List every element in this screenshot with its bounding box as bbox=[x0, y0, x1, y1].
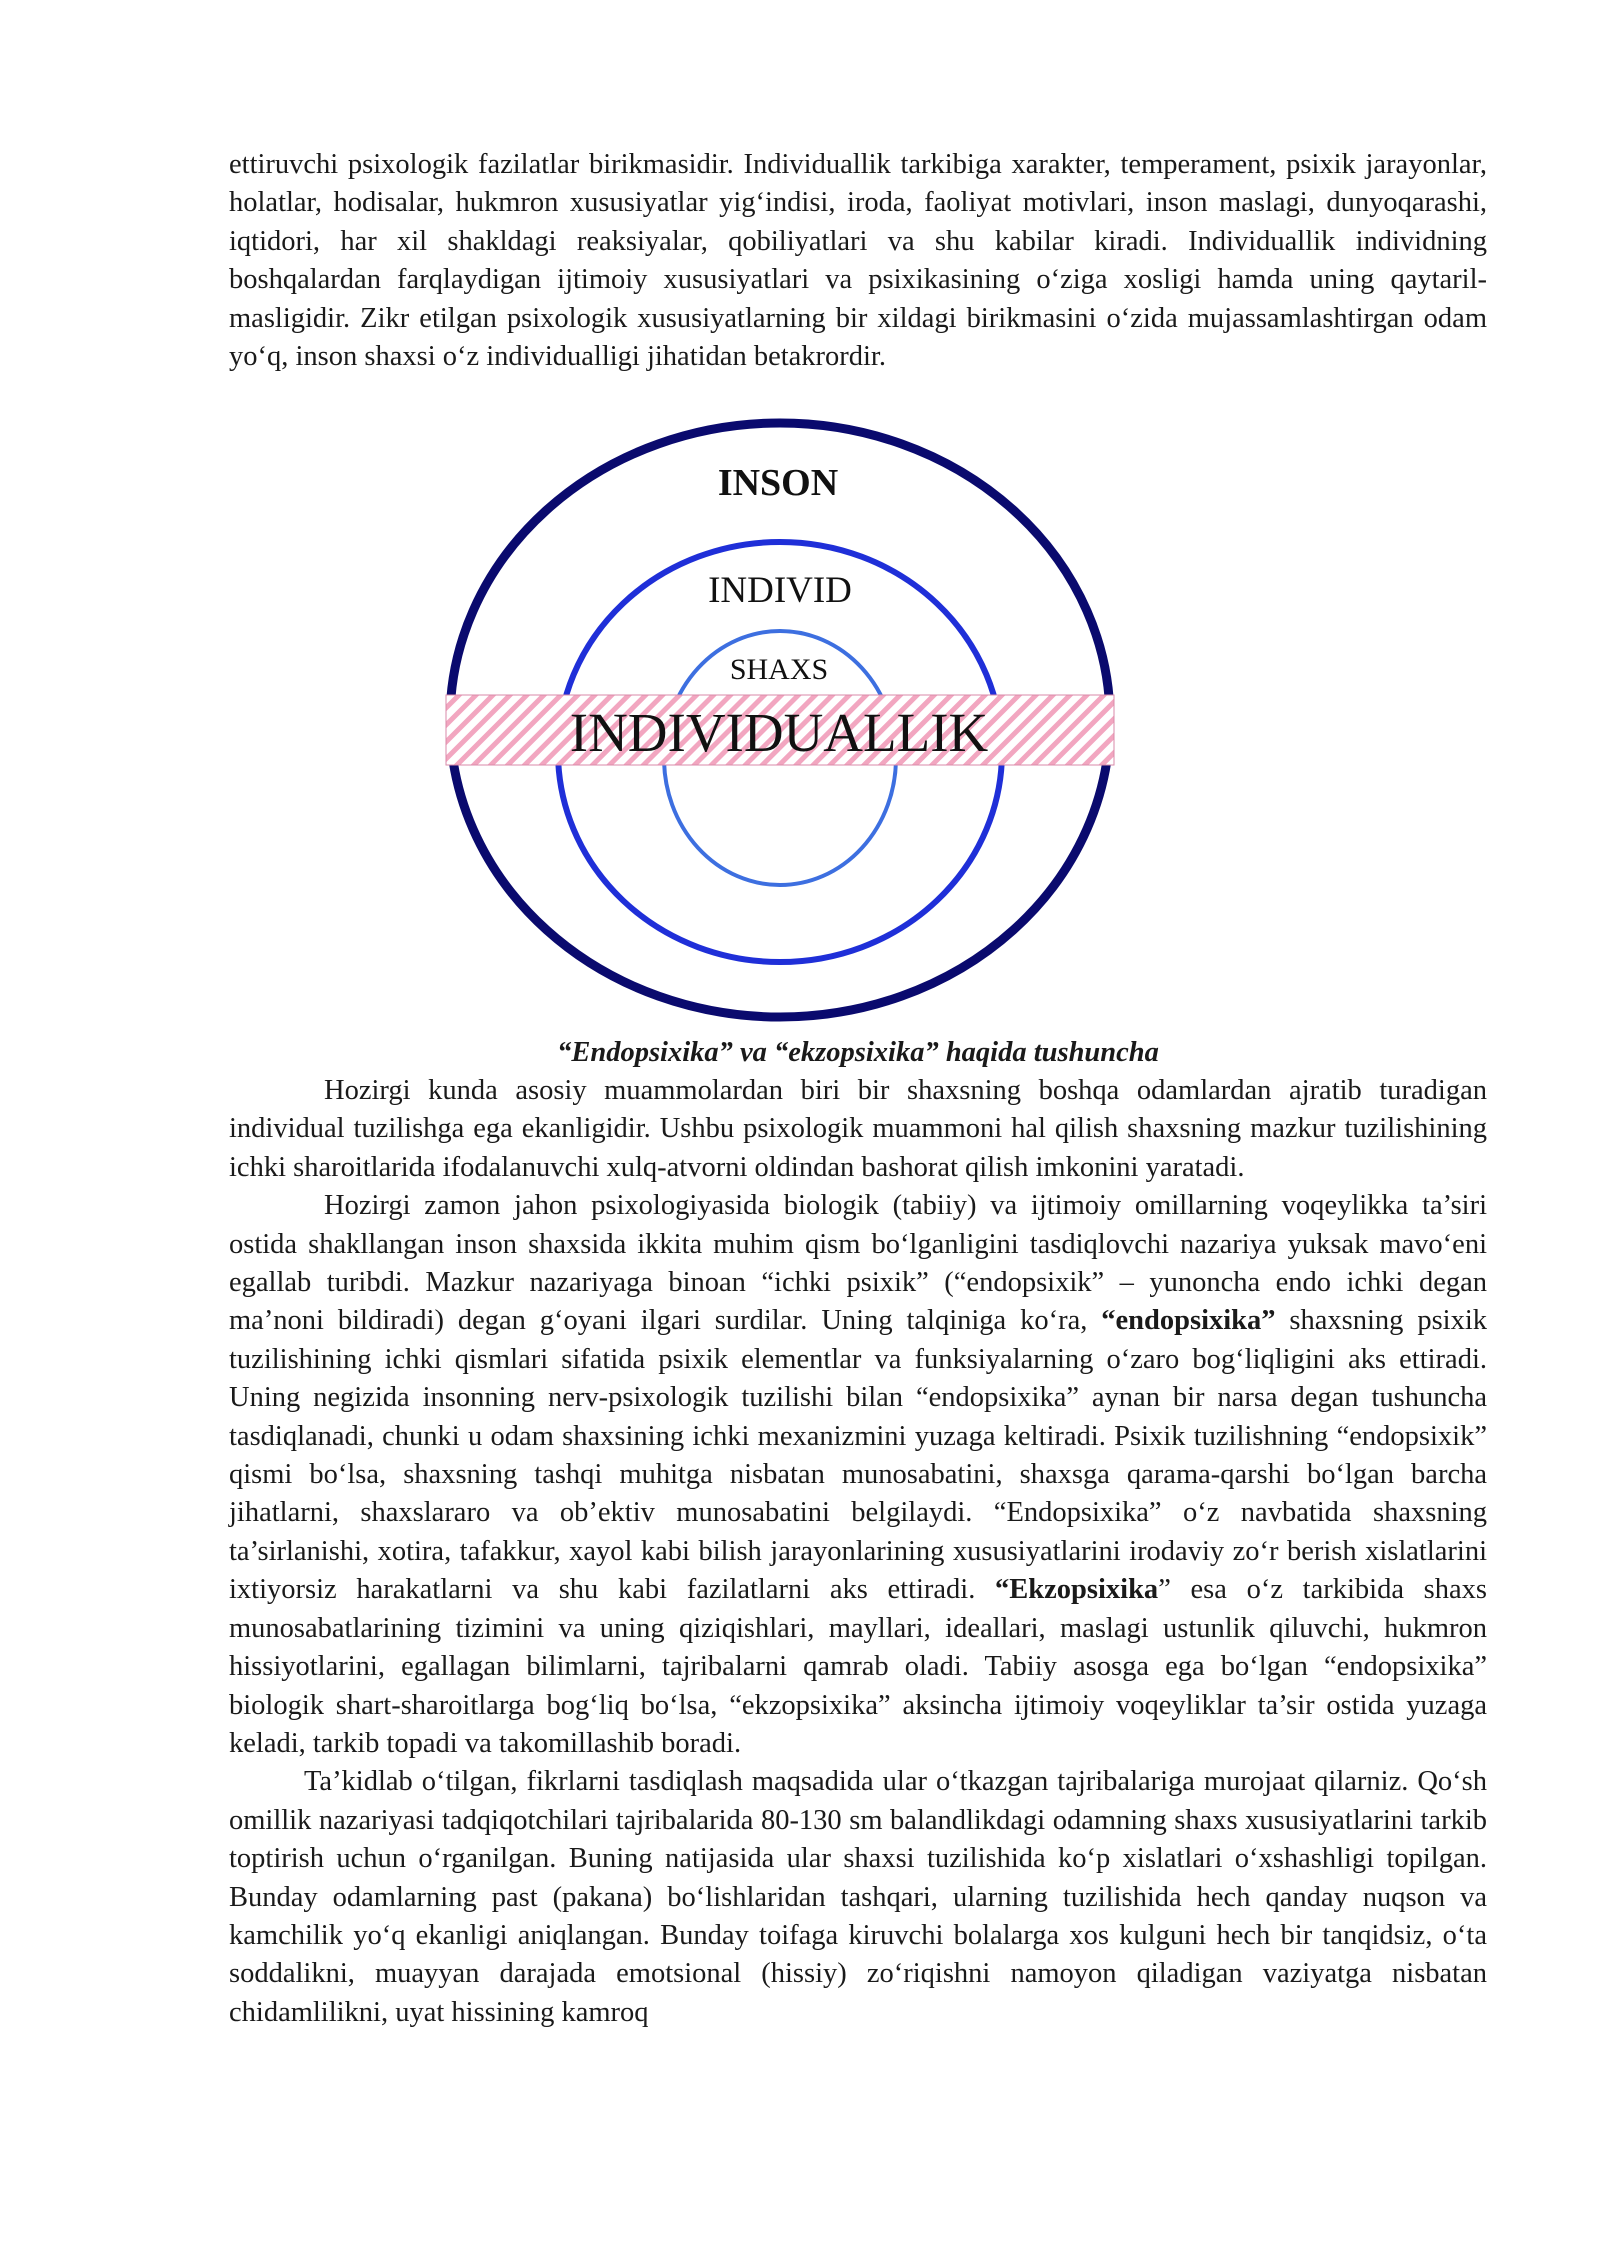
label-inson: INSON bbox=[717, 462, 839, 504]
label-individ: INDIVID bbox=[708, 570, 852, 611]
label-shaxs: SHAXS bbox=[729, 653, 829, 686]
paragraph-2 bbox=[229, 1187, 1487, 1763]
intro-paragraph: ettiruvchi psixologik fazilatlar birikmasidir. Individuallik tarkibiga xarakter, temperament, psixik jarayonlar, holatlar, hodisalar, hukmron xususiyatlar yig‘indisi, iroda, faoliyat motivlari, inson maslagi, dunyoqarashi, iqtidori, har xil shakldagi reaksiyalar, qobiliyatlari va shu kabilar kiradi. Individuallik individning boshqalardan farqlaydigan ijtimoiy xususiyatlari va psixikasining o‘ziga xosligi hamda uning qaytaril-masligidir. Zikr etilgan psixologik xususiyatlarning bir xildagi birikmasini o‘zida mujassamlashtirgan odam yo‘q, inson shaxsi o‘z individualligi jihatidan betakrordir. bbox=[229, 149, 1487, 373]
term-endopsixika: “endopsixika” bbox=[1101, 1305, 1276, 1337]
term-ekzopsixika: “Ekzopsixika bbox=[995, 1574, 1159, 1606]
label-individuallik: INDIVIDUALLIK bbox=[569, 702, 989, 763]
paragraph-2-text-a: Hozirgi zamon jahon psixologiyasida biologik (tabiiy) va ijtimoiy omillarning voqeylikka ta’siri ostida shakllangan inson shaxsida ikkita muhim qism bo‘lganligini tasdiqlovchi nazariya yuksak mavo‘eni egallab turibdi. Mazkur nazariyaga binoan “ichki psixik” (“endopsixik” – yunoncha endo ichki degan ma’noni bildiradi) degan g‘oyani ilgari surdilar. Uning talqiniga ko‘ra, bbox=[229, 1190, 1487, 1337]
paragraph-3: Ta’kidlab o‘tilgan, fikrlarni tasdiqlash maqsadida ular o‘tkazgan tajribalariga murojaat qilarniz. Qo‘sh omillik nazariyasi tadqiqotchilari tajribalarida 80-130 sm balandlikdagi odamning shaxs xususiyatlarini tarkib toptirish uchun o‘rganilgan. Buning natijasida ular shaxsi tuzilishida ko‘p xislatlari o‘xshashligi topilgan. Bunday odamlarning past (pakana) bo‘lishlaridan tashqari, ularning tuzilishida hech qanday nuqson va kamchilik yo‘q ekanligi aniqlangan. Bunday toifaga kiruvchi bolalarga xos kulguni hech bir tanqidsiz, o‘ta soddalikni, muayyan darajada emotsional (hissiy) zo‘riqishni namoyon qiladigan vaziyatga nisbatan chidamlilikni, uyat hissining kamroq bbox=[229, 1766, 1487, 2028]
paragraph-1: Hozirgi kunda asosiy muammolardan biri bir shaxsning boshqa odamlardan ajratib turadigan individual tuzilishga ega ekanligidir. Ushbu psixologik muammoni hal qilish shaxsning mazkur tuzilishining ichki sharoitlarida ifodalanuvchi xulq-atvorni oldindan bashorat qilish imkonini yaratadi. bbox=[229, 1075, 1487, 1183]
paragraph-2-text-c: ” esa o‘z tarkibida shaxs munosabatlarining tizimini va uning qiziqishlari, mayllari, ideallari, maslagi ustunlik qiluvchi, hukmron hissiyotlarini, egallagan bilimlarni, tajribalarni qamrab oladi. Tabiiy asosga ega bo‘lgan “endopsixika” biologik shart-sharoitlarga bog‘liq bo‘lsa, “ekzopsixika” aksincha ijtimoiy voqeyliklar ta’sir ostida yuzaga keladi, tarkib topadi va takomillashib boradi. bbox=[229, 1574, 1487, 1759]
paragraph-2-text-b: shaxsning psixik tuzilishining ichki qismlari sifatida psixik elementlar va funksiyalarning o‘zaro bog‘liqligini aks ettiradi. Uning negizida insonning nerv-psixologik tuzilishi bilan “endopsixika” aynan bir narsa degan tushuncha tasdiqlanadi, chunki u odam shaxsining ichki mexanizmini yuzaga keltiradi. Psixik tuzilishning “endopsixik” qismi bo‘lsa, shaxsning tashqi muhitga nisbatan munosabatini, shaxsga qarama-qarshi bo‘lgan barcha jihatlarni, shaxslararo va ob’ektiv munosabatini belgilaydi. “Endopsixika” o‘z navbatida shaxsning ta’sirlanishi, xotira, tafakkur, xayol kabi bilish jarayonlarining xususiyatlarini irodaviy zo‘r berish xislatlarini ixtiyorsiz harakatlarni va shu kabi fazilatlarni aks ettiradi. bbox=[229, 1305, 1488, 1606]
inson-individ-shaxs-diagram bbox=[435, 410, 1125, 1030]
section-body bbox=[229, 1072, 1487, 2032]
section-heading: “Endopsixika” va “ekzopsixika” haqida tushuncha bbox=[557, 1037, 1159, 1068]
